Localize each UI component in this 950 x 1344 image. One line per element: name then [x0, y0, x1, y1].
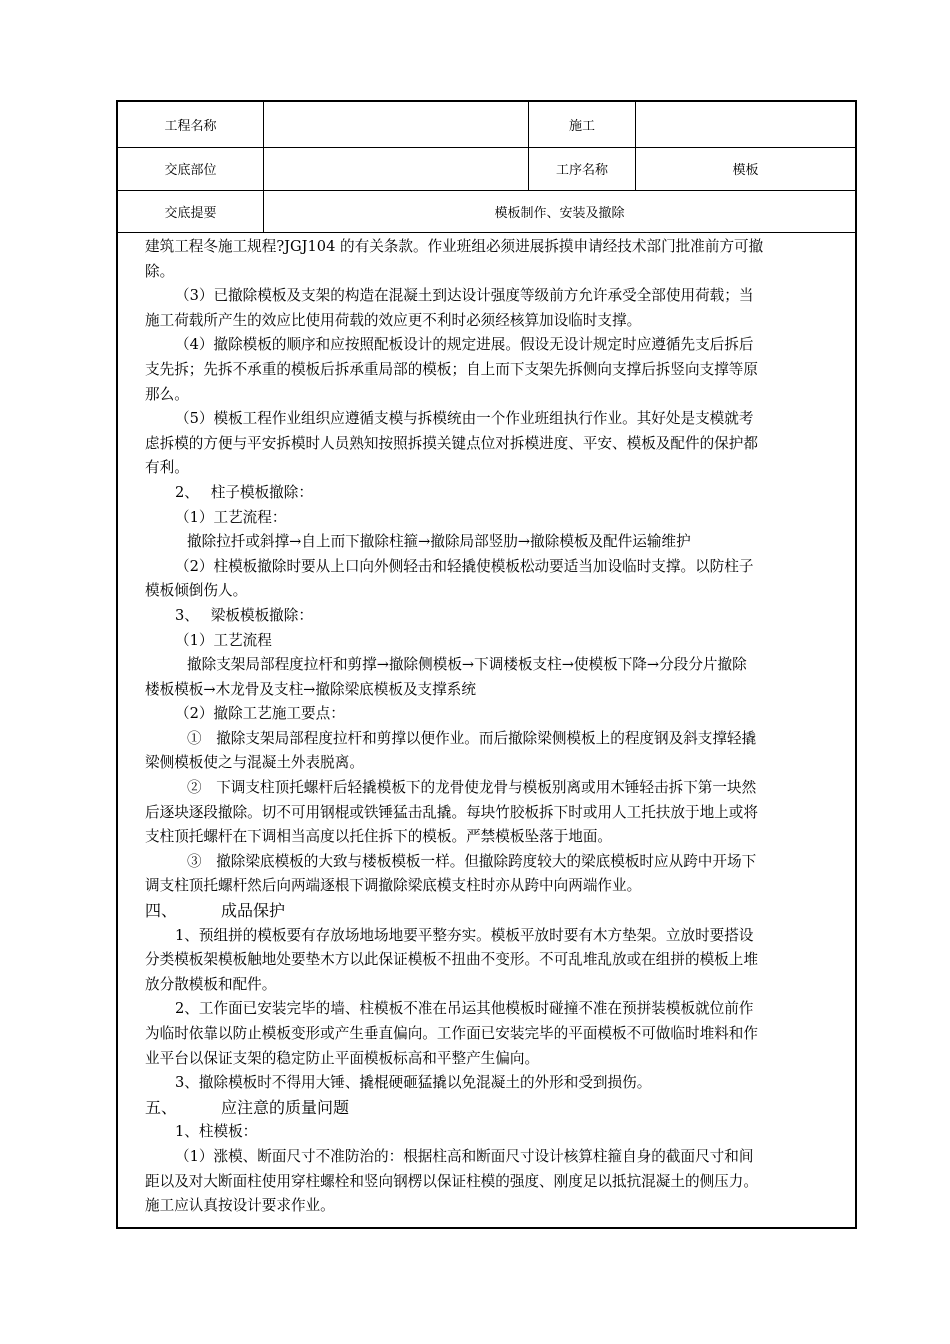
disclosure-form — [116, 100, 857, 1229]
subheading-beams: 3、 梁板模板撤除： — [175, 606, 313, 624]
text-line: 撤除支架局部程度拉杆和剪撑→撤除侧模板→下调楼板支柱→使模板下降→分段分片撤除 — [187, 656, 747, 674]
process-label: 工序名称 — [529, 147, 636, 190]
text-line: 支先拆；先拆不承重的模板后拆承重局部的模板；自上而下支架先拆侧向支撑后拆竖向支撑等原 — [145, 360, 758, 378]
text-line: 有利。 — [145, 459, 189, 477]
text-line: （2）撤除工艺施工要点： — [175, 705, 345, 723]
text-line: 2、工作面已安装完毕的墙、柱模板不准在吊运其他模板时碰撞不准在预拼装模板就位前作 — [175, 1000, 754, 1018]
text-line: 撤除拉扦或斜撑→自上而下撤除柱箍→撤除局部竖肋→撤除模板及配件运输维护 — [187, 533, 691, 551]
summary-value: 模板制作、安装及撤除 — [264, 190, 856, 232]
text-line: （2）柱模板撤除时要从上口向外侧轻击和轻撬使模板松动要适当加设临时支撑。以防柱子 — [175, 557, 754, 575]
text-line: 后逐块逐段撤除。切不可用钢棍或铁锤猛击乱撬。每块竹胶板拆下时或用人工托扶放于地上或将 — [145, 803, 758, 821]
text-line: 虑拆模的方便与平安拆模时人员熟知按照拆摸关键点位对拆模进度、平安、模板及配件的保护都 — [145, 434, 758, 452]
location-label: 交底部位 — [118, 147, 264, 190]
text-line: 那么。 — [145, 385, 189, 403]
text-line: 梁侧模板使之与混凝土外表脱离。 — [145, 754, 364, 772]
project-name-label: 工程名称 — [118, 102, 264, 147]
text-line: 业平台以保证支架的稳定防止平面模板标高和平整产生偏向。 — [145, 1049, 540, 1067]
section-heading-4 — [145, 899, 853, 924]
text-line: 支柱顶托螺杆在下调相当高度以托住拆下的模板。严禁模板坠落于地面。 — [145, 828, 613, 846]
text-line: 施工荷载所产生的效应比使用荷载的效应更不利时必须经核算加设临时支撑。 — [145, 311, 642, 329]
text-line: 分类模板架模板触地处要垫木方以此保证模板不扭曲不变形。不可乱堆乱放或在组拼的模板上堆 — [145, 951, 758, 969]
construction-value — [636, 102, 856, 147]
text-line: 放分散模板和配件。 — [145, 975, 277, 993]
text-line: （1）工艺流程 — [175, 631, 272, 649]
text-line: 建筑工程冬施工规程?JGJ104 的有关条款。作业班组必须进展拆摸申请经技术部门批准前方可撤 — [145, 238, 764, 255]
text-line: 模板倾倒伤人。 — [145, 582, 248, 600]
text-line: （4）撤除模板的顺序和应按照配板设计的规定进展。假设无设计规定时应遵循先支后拆后 — [175, 336, 754, 354]
construction-label: 施工 — [529, 102, 636, 147]
text-line: 施工应认真按设计要求作业。 — [145, 1197, 335, 1215]
summary-label: 交底提要 — [118, 190, 264, 232]
content-body — [145, 235, 853, 1219]
text-line: 3、撤除模板时不得用大锤、撬棍硬砸猛撬以免混凝土的外形和受到损伤。 — [175, 1074, 652, 1092]
process-value: 模板 — [636, 147, 856, 190]
location-value — [264, 147, 529, 190]
text-line: 距以及对大断面柱使用穿柱螺栓和竖向钢楞以保证柱模的强度、刚度足以抵抗混凝土的侧压力。 — [145, 1172, 758, 1190]
subheading-column-formwork: 1、柱模板： — [175, 1123, 258, 1141]
text-line: 1、预组拼的模板要有存放场地场地要平整夯实。模板平放时要有木方垫架。立放时要搭设 — [175, 926, 754, 944]
section-number: 四、 — [145, 901, 178, 921]
text-line: （1）工艺流程： — [175, 508, 287, 526]
text-line: 楼板模板→木龙骨及支柱→撤除梁底模板及支撑系统 — [145, 680, 476, 698]
section-heading-5 — [145, 1096, 853, 1121]
text-line: ① 撤除支架局部程度拉杆和剪撑以便作业。而后撤除梁侧模板上的程度钢及斜支撑轻撬 — [187, 729, 757, 747]
section-number: 五、 — [145, 1097, 178, 1117]
text-line: ② 下调支柱顶托螺杆后轻撬模板下的龙骨使龙骨与模板别离或用木锤轻击拆下第一块然 — [187, 779, 757, 797]
section-title: 成品保护 — [221, 901, 286, 921]
section-title: 应注意的质量问题 — [221, 1097, 350, 1117]
header-table — [118, 102, 855, 233]
text-line: （1）涨模、断面尺寸不准防治的：根据柱高和断面尺寸设计核算柱箍自身的截面尺寸和间 — [175, 1147, 754, 1165]
text-line: 调支柱顶托螺杆然后向两端逐根下调撤除梁底模支柱时亦从跨中向两端作业。 — [145, 877, 642, 895]
text-line: （5）模板工程作业组织应遵循支模与拆模统由一个作业班组执行作业。其好处是支模就考 — [175, 410, 754, 428]
text-line: ③ 撤除梁底模板的大致与楼板模板一样。但撤除跨度较大的梁底模板时应从跨中开场下 — [187, 852, 757, 870]
subheading-columns: 2、 柱子模板撤除： — [175, 483, 313, 501]
text-line: 除。 — [145, 262, 175, 280]
project-name-value — [264, 102, 529, 147]
text-line: （3）已撤除模板及支架的构造在混凝土到达设计强度等级前方允许承受全部使用荷载；当 — [175, 287, 754, 305]
text-line: 为临时依靠以防止模板变形或产生垂直偏向。工作面已安装完毕的平面模板不可做临时堆料和作 — [145, 1025, 758, 1042]
